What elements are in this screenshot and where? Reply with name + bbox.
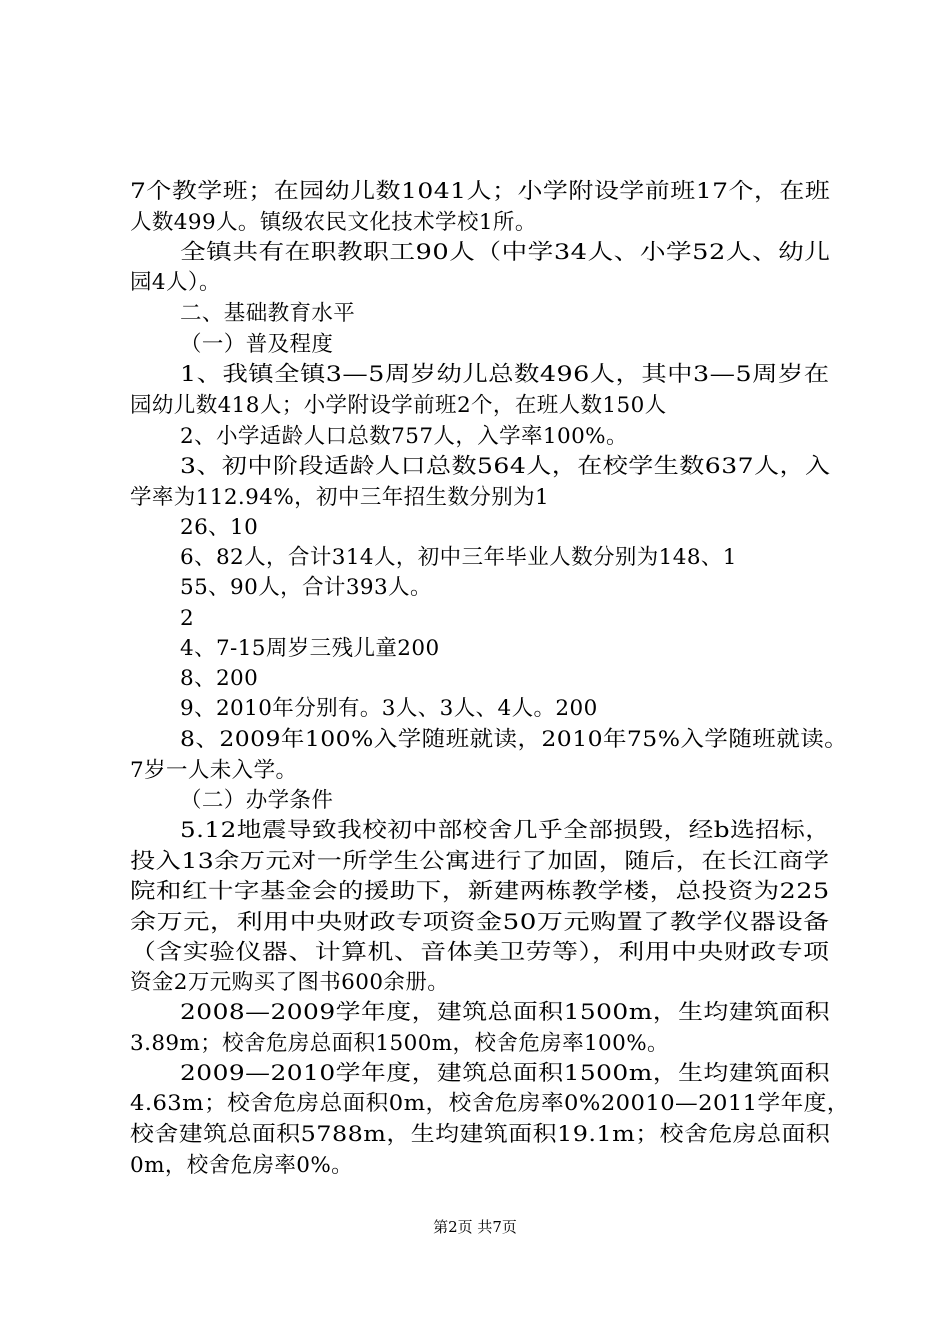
text-line: 7个教学班；在园幼儿数1041人；小学附设学前班17个，在班 (130, 179, 831, 204)
text-line: 人数499人。镇级农民文化技术学校1所。 (130, 210, 537, 235)
text-line: （含实验仪器、计算机、音体美卫劳等），利用中央财政专项 (130, 940, 830, 965)
text-line: 4.63m；校舍危房总面积0m，校舍危房率0%20010—2011学年度， (130, 1091, 850, 1116)
text-line: （二）办学条件 (180, 788, 334, 813)
text-line: 校舍建筑总面积5788m，生均建筑面积19.1m；校舍危房总面积 (130, 1122, 831, 1147)
text-line: 7岁一人未入学。 (130, 758, 298, 783)
text-line: 2008—2009学年度，建筑总面积1500m，生均建筑面积 (180, 1000, 831, 1025)
text-line: 1、我镇全镇3—5周岁幼儿总数496人，其中3—5周岁在 (180, 362, 830, 387)
text-line: 2009—2010学年度，建筑总面积1500m，生均建筑面积 (180, 1061, 831, 1086)
text-line: 资金2万元购买了图书600余册。 (130, 970, 450, 995)
page-footer: 第2页 共7页 (433, 1218, 517, 1236)
text-line: 8、200 (180, 666, 259, 691)
text-line: 余万元，利用中央财政专项资金50万元购置了教学仪器设备 (130, 910, 830, 935)
text-line: 园4人）。 (130, 270, 221, 295)
text-line: 8、2009年100%入学随班就读，2010年75%入学随班就读。 (180, 727, 849, 752)
text-line: 二、基础教育水平 (180, 301, 356, 326)
text-line: 全镇共有在职教职工90人（中学34人、小学52人、幼儿 (180, 240, 831, 265)
text-line: 园幼儿数418人；小学附设学前班2个，在班人数150人 (130, 393, 667, 418)
text-line: 55、90人，合计393人。 (180, 575, 432, 600)
text-line: （一）普及程度 (180, 332, 334, 357)
text-line: 3、初中阶段适龄人口总数564人，在校学生数637人，入 (180, 454, 831, 479)
text-line: 2、小学适龄人口总数757人，入学率100%。 (180, 424, 628, 449)
text-line: 2 (180, 606, 195, 631)
text-line: 投入13余万元对一所学生公寓进行了加固，随后，在长江商学 (130, 849, 830, 874)
text-line: 学率为112.94%，初中三年招生数分别为1 (130, 485, 550, 510)
text-line: 9、2010年分别有。3人、3人、4人。200 (180, 696, 598, 721)
text-line: 4、7-15周岁三残儿童200 (180, 636, 440, 661)
text-line: 0m，校舍危房率0%。 (130, 1153, 354, 1178)
text-line: 院和红十字基金会的援助下，新建两栋教学楼，总投资为225 (130, 879, 830, 904)
text-line: 26、10 (180, 515, 259, 540)
text-line: 6、82人，合计314人，初中三年毕业人数分别为148、1 (180, 545, 737, 570)
text-line: 5.12地震导致我校初中部校舍几乎全部损毁，经b选招标， (180, 818, 831, 843)
text-line: 3.89m；校舍危房总面积1500m，校舍危房率100%。 (130, 1031, 669, 1056)
